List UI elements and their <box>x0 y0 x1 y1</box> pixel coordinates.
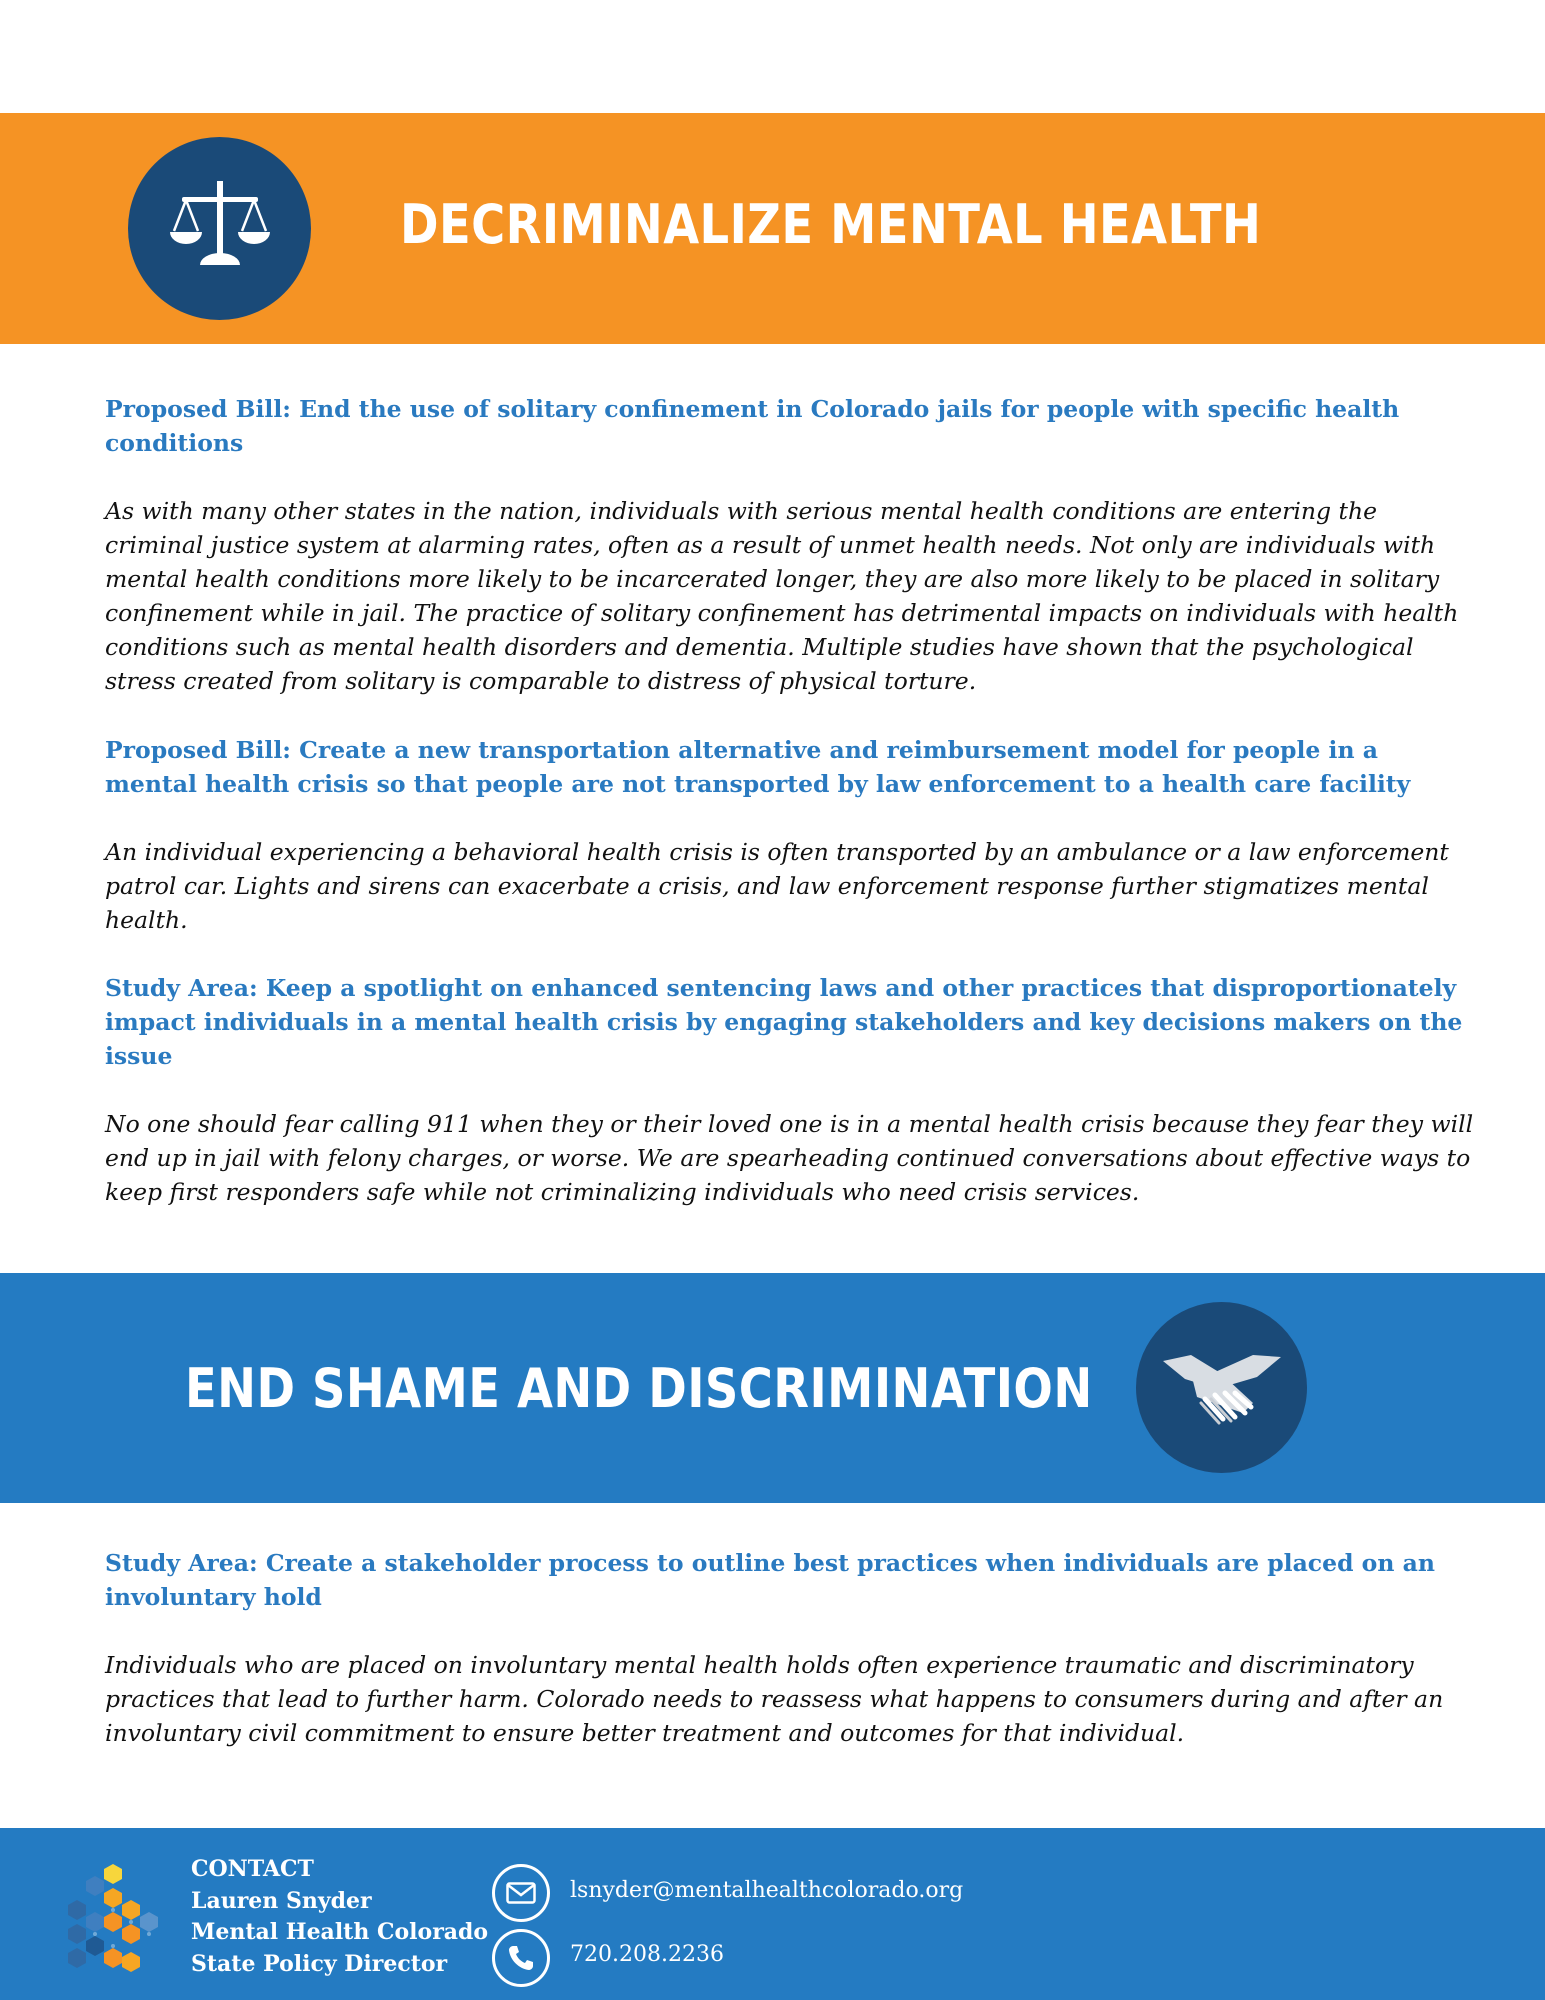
phone-icon <box>492 1929 550 1987</box>
section-title-decriminalize: DECRIMINALIZE MENTAL HEALTH <box>400 193 1262 256</box>
contact-email-link[interactable]: lsnyder@mentalhealthcolorado.org <box>570 1878 964 1903</box>
item-body: An individual experiencing a behavioral health crisis is often transported by an ambulance or a law enforcement patrol car. Lights and sirens can exacerbate a crisis, and law enforcement response further stigmatizes mental health. <box>105 838 1449 934</box>
envelope-icon <box>492 1864 550 1922</box>
contact-phone-link[interactable]: 720.208.2236 <box>570 1942 724 1967</box>
item-heading: Study Area: Create a stakeholder process to outline best practices when individuals are placed on an involuntary hold <box>105 1549 1435 1611</box>
contact-name: Lauren Snyder <box>191 1887 372 1914</box>
contact-role: State Policy Director <box>191 1950 448 1977</box>
contact-organization: Mental Health Colorado <box>191 1919 489 1945</box>
contact-block <box>191 1854 488 1980</box>
item-body: Individuals who are placed on involuntary mental health holds often experience traumatic and discriminatory practices that lead to further harm. Colorado needs to reassess what happens to consumers during and after an involuntary civil commitment to ensure better treatment and outcomes for that individual. <box>105 1651 1444 1747</box>
item-heading: Proposed Bill: Create a new transportation alternative and reimbursement model for people in a mental health crisis so that people are not transported by law enforcement to a health care facility <box>105 736 1411 798</box>
scales-of-justice-icon <box>128 137 311 320</box>
contact-label: CONTACT <box>191 1856 314 1882</box>
handshake-icon <box>1136 1302 1307 1473</box>
item-body: As with many other states in the nation, individuals with serious mental health conditions are entering the criminal justice system at alarming rates, often as a result of unmet health needs. Not only are individuals with mental health conditions more likely to be incarcerated longer, they are also more likely to be placed in solitary confinement while in jail. The practice of solitary confinement has detrimental impacts on individuals with health conditions such as mental health disorders and dementia. Multiple studies have shown that the psychological stress created from solitary is comparable to distress of physical torture. <box>105 497 1459 695</box>
item-heading: Proposed Bill: End the use of solitary confinement in Colorado jails for people with specific health conditions <box>105 395 1400 457</box>
section-title-end-shame: END SHAME AND DISCRIMINATION <box>185 1357 1093 1420</box>
item-heading: Study Area: Keep a spotlight on enhanced sentencing laws and other practices that disproportionately impact individuals in a mental health crisis by engaging stakeholders and key decisions makers on the issue <box>105 974 1463 1070</box>
item-body: No one should fear calling 911 when they or their loved one is in a mental health crisis because they fear they will end up in jail with felony charges, or worse. We are spearheading continued conversations about effective ways to keep first responders safe while not criminalizing individuals who need crisis services. <box>105 1110 1474 1206</box>
hexagon-cluster-logo <box>58 1862 168 1982</box>
